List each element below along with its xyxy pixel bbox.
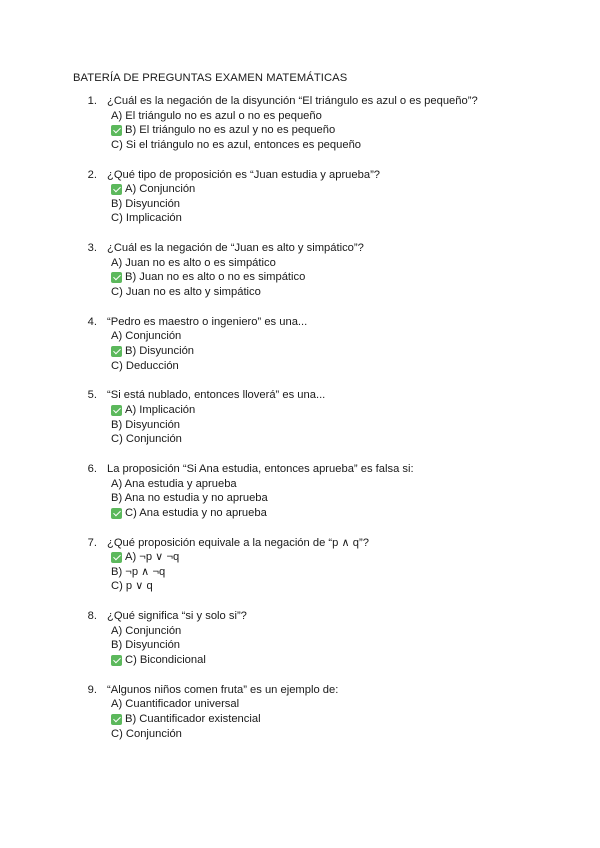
answer-option <box>111 329 194 344</box>
question-text: “Pedro es maestro o ingeniero” es una... <box>107 315 308 328</box>
question-number: 2. <box>87 168 97 181</box>
question-list <box>0 94 600 756</box>
question-item <box>0 462 600 536</box>
answer-option-label: B) Disyunción <box>111 197 181 210</box>
question-number: 9. <box>87 683 97 696</box>
answer-option <box>111 211 195 226</box>
answer-option-label: B) Disyunción <box>125 344 195 357</box>
answer-option-label: C) Si el triángulo no es azul, entonces es pequeño <box>111 138 362 151</box>
answer-option <box>111 256 305 271</box>
question-item <box>0 683 600 757</box>
question-item <box>0 94 600 168</box>
answer-option-label: C) Implicación <box>111 212 182 225</box>
answer-options <box>111 256 305 300</box>
question-text: La proposición “Si Ana estudia, entonces aprueba” es falsa si: <box>107 462 414 475</box>
answer-option-correct <box>111 270 305 285</box>
answer-option <box>111 477 268 492</box>
answer-option-label: A) Conjunción <box>111 624 182 637</box>
answer-option <box>111 697 261 712</box>
answer-option <box>111 565 179 580</box>
document-title: BATERÍA DE PREGUNTAS EXAMEN MATEMÁTICAS <box>73 72 348 84</box>
answer-option-label: C) Conjunción <box>111 727 182 740</box>
answer-option-label: B) Disyunción <box>111 639 181 652</box>
answer-option <box>111 285 305 300</box>
answer-option-label: A) Juan no es alto o es simpático <box>111 256 276 269</box>
question-text: ¿Qué proposición equivale a la negación de “p ∧ q”? <box>107 536 369 549</box>
answer-option <box>111 727 261 742</box>
answer-options <box>111 624 206 668</box>
answer-option <box>111 491 268 506</box>
check-icon <box>111 272 122 283</box>
answer-options <box>111 109 361 153</box>
answer-option-label: B) Disyunción <box>111 418 181 431</box>
question-number: 8. <box>87 610 97 623</box>
answer-option-correct <box>111 403 195 418</box>
check-icon <box>111 655 122 666</box>
check-icon <box>111 184 122 195</box>
answer-option <box>111 109 361 124</box>
answer-option-label: A) El triángulo no es azul o no es pequeño <box>111 109 322 122</box>
question-text: “Si está nublado, entonces lloverá” es una... <box>107 389 326 402</box>
question-text: ¿Qué significa “si y solo si”? <box>107 610 247 623</box>
question-item <box>0 315 600 389</box>
answer-option-correct <box>111 550 179 565</box>
question-item <box>0 168 600 242</box>
question-item <box>0 536 600 610</box>
answer-option-label: C) Bicondicional <box>125 653 206 666</box>
answer-option-correct <box>111 344 194 359</box>
answer-options <box>111 329 194 373</box>
answer-options <box>111 697 261 741</box>
answer-option <box>111 638 206 653</box>
question-number: 1. <box>87 95 97 107</box>
answer-option-label: A) Cuantificador universal <box>111 698 240 711</box>
answer-option <box>111 359 194 374</box>
answer-option-correct <box>111 123 361 138</box>
answer-option-label: A) Ana estudia y aprueba <box>111 477 237 490</box>
answer-option-label: C) p ∨ q <box>111 580 153 593</box>
answer-option-label: C) Ana estudia y no aprueba <box>125 506 267 519</box>
question-number: 7. <box>87 536 97 549</box>
answer-option-label: A) Conjunción <box>125 183 196 196</box>
answer-option-label: A) ¬p ∨ ¬q <box>125 551 180 564</box>
answer-option-label: A) Implicación <box>125 403 196 416</box>
answer-options <box>111 403 195 447</box>
check-icon <box>111 508 122 519</box>
answer-option-label: B) Juan no es alto o no es simpático <box>125 271 306 284</box>
answer-options <box>111 550 179 594</box>
answer-option-correct <box>111 506 268 521</box>
answer-option-label: B) ¬p ∧ ¬q <box>111 565 166 578</box>
answer-option-correct <box>111 182 195 197</box>
question-text: ¿Qué tipo de proposición es “Juan estudia y aprueba”? <box>107 168 381 181</box>
answer-option <box>111 432 195 447</box>
answer-options <box>111 477 268 521</box>
question-text: “Algunos niños comen fruta” es un ejemplo de: <box>107 683 339 696</box>
answer-options <box>111 182 195 226</box>
answer-option <box>111 579 179 594</box>
answer-option-label: C) Deducción <box>111 359 179 372</box>
question-item <box>0 609 600 683</box>
answer-option <box>111 624 206 639</box>
question-number: 3. <box>87 242 97 255</box>
answer-option-label: B) El triángulo no es azul y no es pequeño <box>125 124 336 137</box>
answer-option-label: C) Juan no es alto y simpático <box>111 285 261 298</box>
question-number: 5. <box>87 389 97 402</box>
answer-option-label: B) Cuantificador existencial <box>125 712 261 725</box>
question-item <box>0 388 600 462</box>
check-icon <box>111 346 122 357</box>
answer-option <box>111 418 195 433</box>
answer-option-label: B) Ana no estudia y no aprueba <box>111 492 268 505</box>
answer-option <box>111 138 361 153</box>
answer-option <box>111 197 195 212</box>
answer-option-label: A) Conjunción <box>111 330 182 343</box>
question-number: 4. <box>87 315 97 328</box>
answer-option-correct <box>111 712 261 727</box>
check-icon <box>111 714 122 725</box>
check-icon <box>111 552 122 563</box>
question-item <box>0 241 600 315</box>
question-text: ¿Cuál es la negación de “Juan es alto y simpático”? <box>107 242 364 255</box>
answer-option-label: C) Conjunción <box>111 433 182 446</box>
question-number: 6. <box>87 462 97 475</box>
check-icon <box>111 125 122 136</box>
check-icon <box>111 405 122 416</box>
question-text: ¿Cuál es la negación de la disyunción “El triángulo es azul o es pequeño”? <box>107 95 478 107</box>
answer-option-correct <box>111 653 206 668</box>
